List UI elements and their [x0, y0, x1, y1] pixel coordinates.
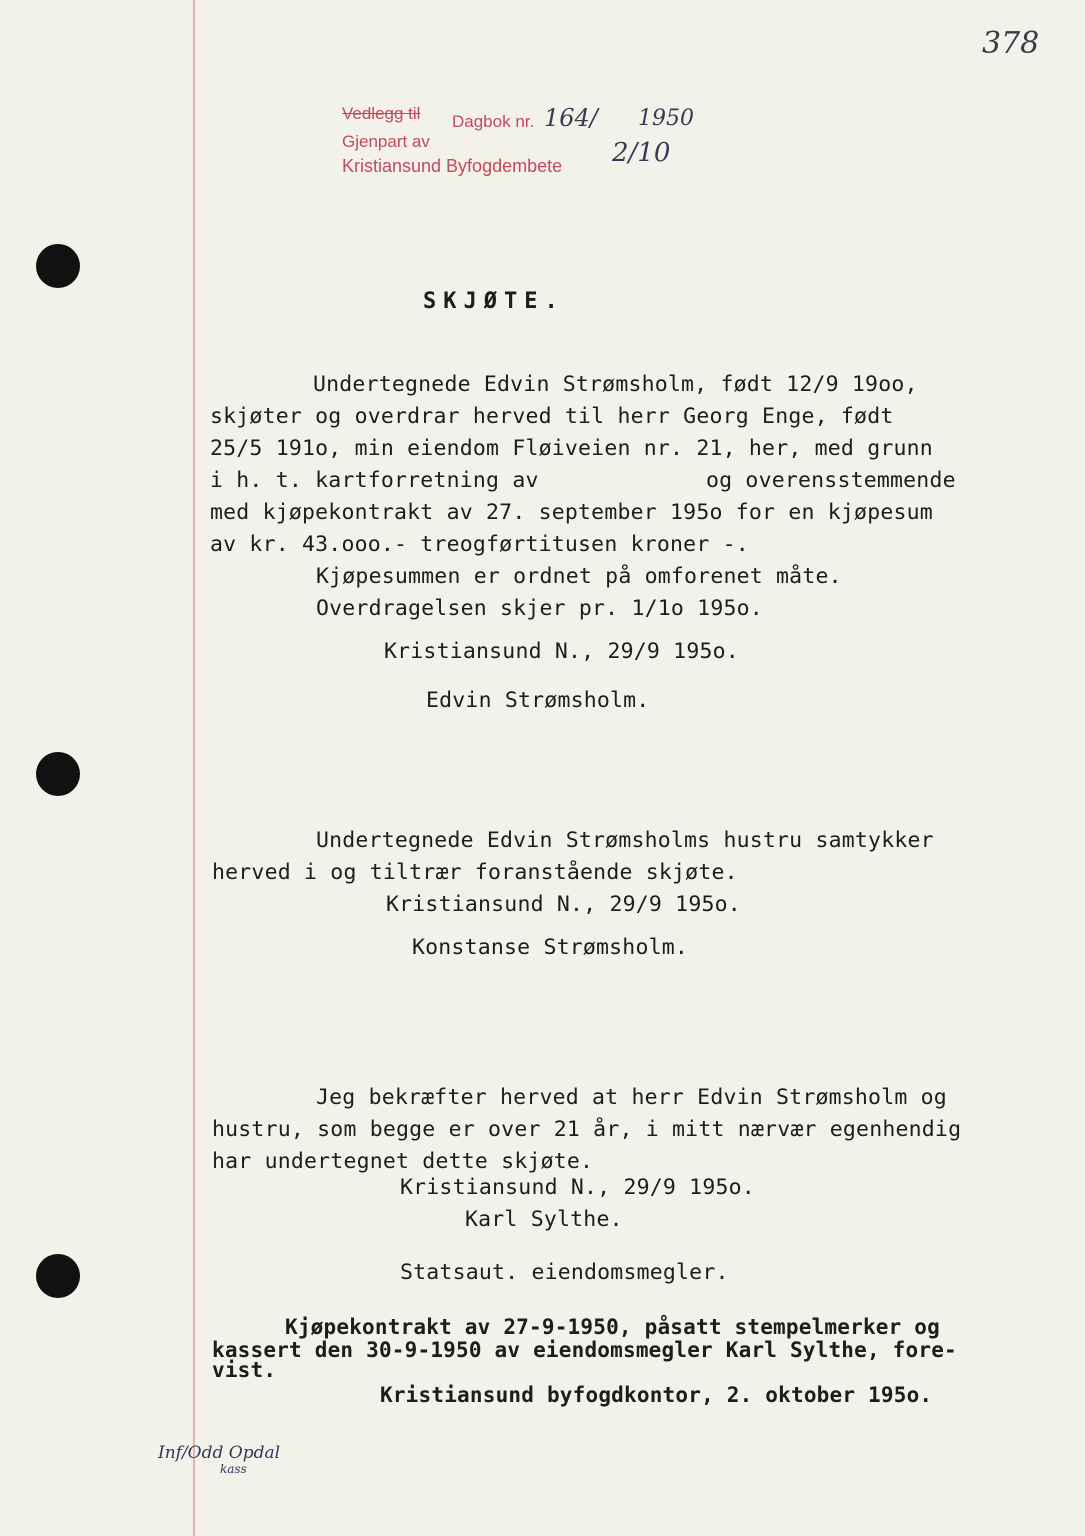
deed-line: skjøter og overdrar herved til herr Georg Enge, født: [210, 404, 894, 429]
stamp-gjenpart: Gjenpart av: [342, 132, 430, 151]
punch-hole-top: [36, 244, 80, 288]
deed-place-date: Kristiansund N., 29/9 195o.: [384, 639, 739, 664]
consent-place-date: Kristiansund N., 29/9 195o.: [386, 892, 741, 917]
witness-line: har undertegnet dette skjøte.: [212, 1149, 594, 1174]
document-title: SKJØTE.: [423, 289, 565, 314]
deed-line: Overdragelsen skjer pr. 1/1o 195o.: [316, 596, 763, 621]
registry-stamp: [342, 100, 694, 190]
handwritten-date: 2/10: [612, 138, 671, 168]
handwritten-initials: Inf/Odd Opdal: [158, 1443, 281, 1463]
witness-line: Jeg bekræfter herved at herr Edvin Strømsholm og: [316, 1085, 947, 1110]
punch-hole-bottom: [36, 1254, 80, 1298]
deed-line: av kr. 43.ooo.- treogførtitusen kroner -.: [210, 532, 749, 557]
deed-line: Kjøpesummen er ordnet på omforenet måte.: [316, 564, 842, 589]
consent-signature: Konstanse Strømsholm.: [412, 935, 689, 960]
handwritten-year: 1950: [638, 106, 694, 131]
deed-signature: Edvin Strømsholm.: [426, 688, 650, 713]
handwritten-kass: kass: [220, 1462, 247, 1476]
witness-title: Statsaut. eiendomsmegler.: [400, 1260, 729, 1285]
stamp-vedlegg-til: Vedlegg til: [342, 104, 421, 123]
registry-line: Kjøpekontrakt av 27-9-1950, påsatt stempelmerker og: [285, 1315, 940, 1339]
witness-place-date: Kristiansund N., 29/9 195o.: [400, 1175, 755, 1200]
deed-line: Undertegnede Edvin Strømsholm, født 12/9 19oo,: [313, 372, 918, 397]
registry-line: vist.: [212, 1358, 277, 1382]
punch-hole-middle: [36, 752, 80, 796]
consent-line: Undertegnede Edvin Strømsholms hustru samtykker: [316, 828, 934, 853]
consent-line: herved i og tiltrær foranstående skjøte.: [212, 860, 738, 885]
witness-line: hustru, som begge er over 21 år, i mitt nærvær egenhendig: [212, 1117, 962, 1142]
stamp-kristiansund: Kristiansund Byfogdembete: [342, 156, 563, 176]
handwritten-dagbok-number: 164/: [544, 104, 598, 132]
deed-line: med kjøpekontrakt av 27. september 195o for en kjøpesum: [210, 500, 933, 525]
stamp-dagbok-label: Dagbok nr.: [452, 112, 535, 131]
page-number: 378: [982, 26, 1040, 61]
deed-line: og overensstemmende: [706, 468, 956, 493]
registry-line: kassert den 30-9-1950 av eiendomsmegler Karl Sylthe, fore-: [212, 1338, 957, 1362]
margin-line: [193, 0, 195, 1536]
witness-signature: Karl Sylthe.: [465, 1207, 623, 1232]
deed-line: 25/5 191o, min eiendom Fløiveien nr. 21, her, med grunn: [210, 436, 933, 461]
deed-line: i h. t. kartforretning av: [210, 468, 539, 493]
registry-place-date: Kristiansund byfogdkontor, 2. oktober 195o.: [380, 1383, 933, 1407]
